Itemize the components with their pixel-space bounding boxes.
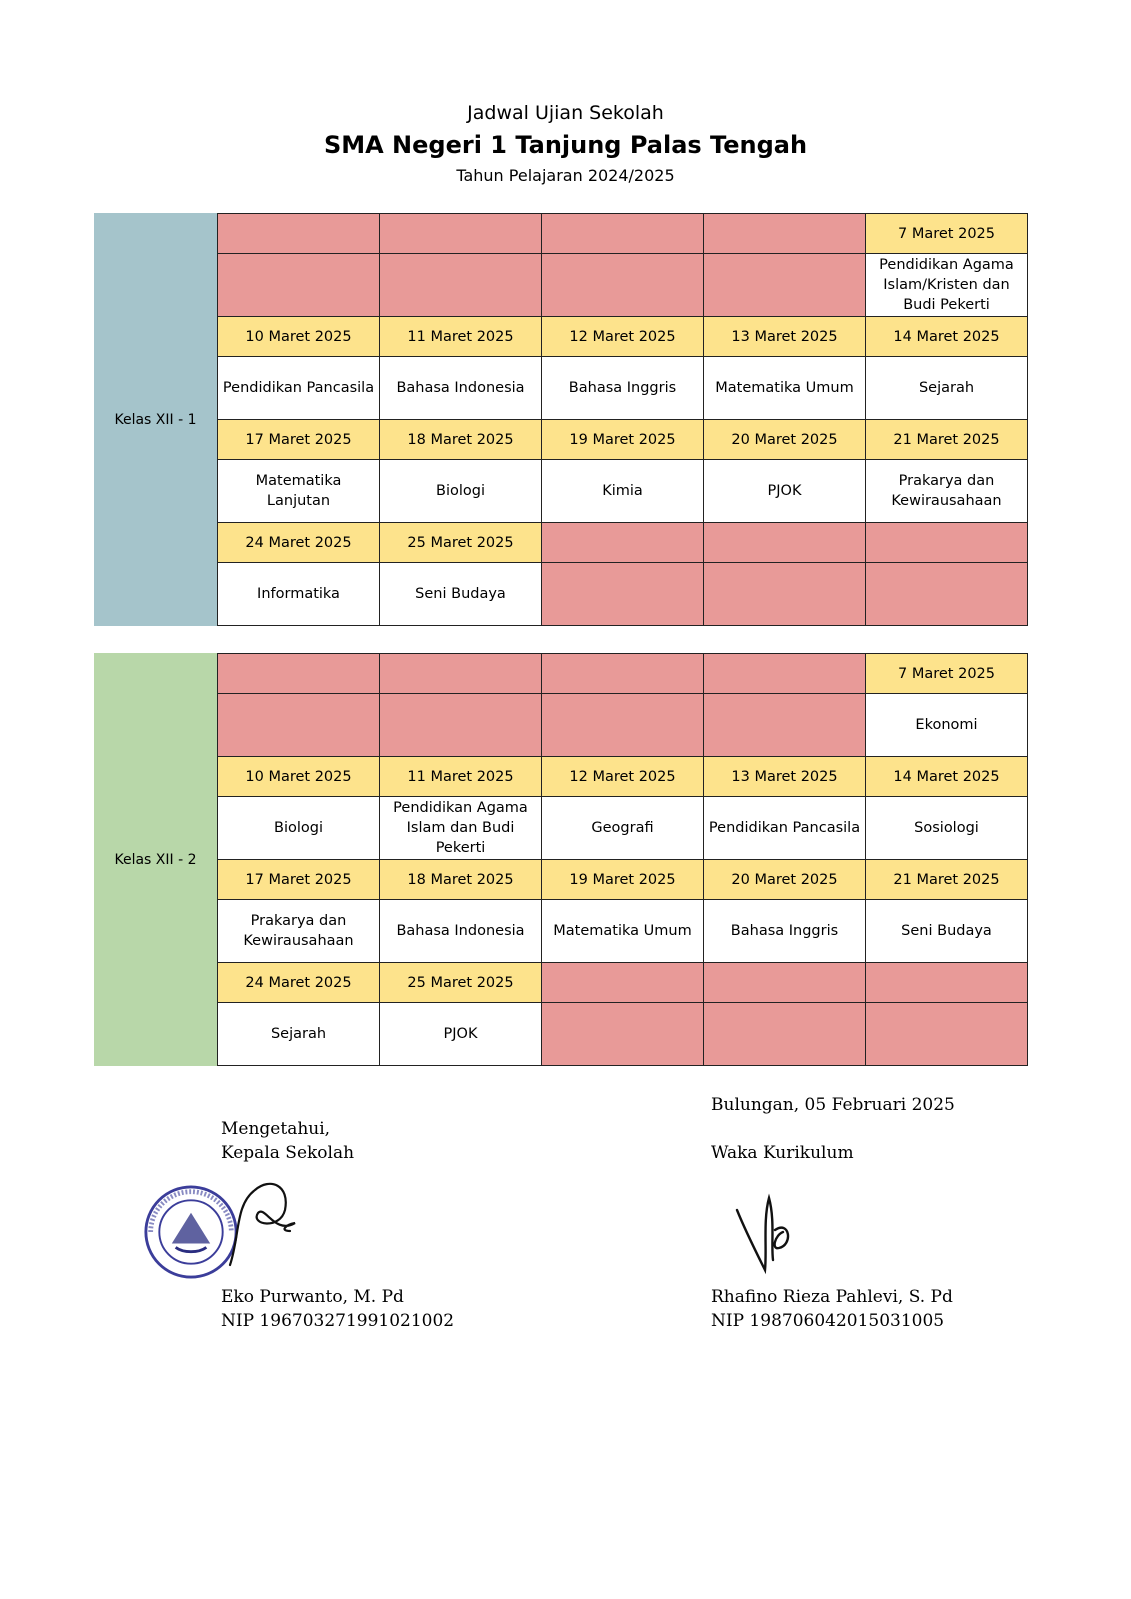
left-signer-nip: NIP 196703271991021002 <box>221 1311 455 1331</box>
date-row <box>218 317 1028 357</box>
exam-subject-cell: Seni Budaya <box>380 563 542 626</box>
exam-date-cell: 17 Maret 2025 <box>218 420 380 460</box>
subject-row <box>218 254 1028 317</box>
exam-date-cell: 19 Maret 2025 <box>542 420 704 460</box>
exam-date-cell: 7 Maret 2025 <box>866 654 1028 694</box>
date-row <box>218 420 1028 460</box>
exam-date-cell: 21 Maret 2025 <box>866 420 1028 460</box>
exam-subject-cell: Kimia <box>542 460 704 523</box>
exam-date-cell: 24 Maret 2025 <box>218 523 380 563</box>
empty-cell <box>218 654 380 694</box>
empty-cell <box>704 654 866 694</box>
exam-subject-cell: Matematika Umum <box>542 900 704 963</box>
exam-subject-cell: Ekonomi <box>866 694 1028 757</box>
right-signer-name: Rhafino Rieza Pahlevi, S. Pd <box>711 1287 953 1307</box>
exam-date-cell: 20 Maret 2025 <box>704 420 866 460</box>
date-row <box>218 654 1028 694</box>
exam-subject-cell: Seni Budaya <box>866 900 1028 963</box>
empty-cell <box>542 654 704 694</box>
date-row <box>218 963 1028 1003</box>
exam-date-cell: 12 Maret 2025 <box>542 757 704 797</box>
empty-cell <box>542 963 704 1003</box>
subject-row <box>218 357 1028 420</box>
schedule-table <box>217 213 1028 626</box>
empty-cell <box>542 254 704 317</box>
date-row <box>218 523 1028 563</box>
exam-subject-cell: Bahasa Indonesia <box>380 357 542 420</box>
empty-cell <box>704 694 866 757</box>
empty-cell <box>542 563 704 626</box>
exam-date-cell: 18 Maret 2025 <box>380 420 542 460</box>
exam-subject-cell: Prakarya dan Kewirausahaan <box>218 900 380 963</box>
schedule-block-xii-2 <box>94 653 1028 1066</box>
empty-cell <box>380 254 542 317</box>
exam-date-cell: 13 Maret 2025 <box>704 757 866 797</box>
exam-subject-cell: PJOK <box>704 460 866 523</box>
empty-cell <box>380 214 542 254</box>
exam-date-cell: 11 Maret 2025 <box>380 757 542 797</box>
exam-subject-cell: Pendidikan Pancasila <box>704 797 866 860</box>
class-label: Kelas XII - 2 <box>94 653 217 1066</box>
exam-subject-cell: Bahasa Inggris <box>704 900 866 963</box>
exam-subject-cell: Matematika Lanjutan <box>218 460 380 523</box>
empty-cell <box>704 563 866 626</box>
exam-date-cell: 17 Maret 2025 <box>218 860 380 900</box>
exam-date-cell: 18 Maret 2025 <box>380 860 542 900</box>
subject-row <box>218 900 1028 963</box>
subject-row <box>218 563 1028 626</box>
exam-subject-cell: Bahasa Inggris <box>542 357 704 420</box>
empty-cell <box>704 963 866 1003</box>
empty-cell <box>866 1003 1028 1066</box>
exam-date-cell: 12 Maret 2025 <box>542 317 704 357</box>
subject-row <box>218 797 1028 860</box>
schedule-block-xii-1 <box>94 213 1028 626</box>
empty-cell <box>704 1003 866 1066</box>
document-header <box>0 100 1131 188</box>
subject-row <box>218 694 1028 757</box>
exam-date-cell: 11 Maret 2025 <box>380 317 542 357</box>
academic-year: Tahun Pelajaran 2024/2025 <box>456 166 675 185</box>
empty-cell <box>866 523 1028 563</box>
exam-date-cell: 25 Maret 2025 <box>380 963 542 1003</box>
empty-cell <box>542 1003 704 1066</box>
right-signer-nip: NIP 198706042015031005 <box>711 1311 945 1331</box>
date-row <box>218 214 1028 254</box>
empty-cell <box>542 694 704 757</box>
exam-subject-cell: Pendidikan Pancasila <box>218 357 380 420</box>
exam-subject-cell: Bahasa Indonesia <box>380 900 542 963</box>
exam-subject-cell: Pendidikan Agama Islam dan Budi Pekerti <box>380 797 542 860</box>
exam-date-cell: 24 Maret 2025 <box>218 963 380 1003</box>
exam-subject-cell: Sosiologi <box>866 797 1028 860</box>
class-label: Kelas XII - 1 <box>94 213 217 626</box>
exam-date-cell: 21 Maret 2025 <box>866 860 1028 900</box>
empty-cell <box>866 563 1028 626</box>
acknowledged-label: Mengetahui, <box>221 1119 331 1139</box>
exam-date-cell: 20 Maret 2025 <box>704 860 866 900</box>
place-date: Bulungan, 05 Februari 2025 <box>711 1095 955 1115</box>
school-name: SMA Negeri 1 Tanjung Palas Tengah <box>323 131 808 159</box>
date-row <box>218 757 1028 797</box>
exam-date-cell: 7 Maret 2025 <box>866 214 1028 254</box>
empty-cell <box>218 214 380 254</box>
exam-date-cell: 14 Maret 2025 <box>866 317 1028 357</box>
left-signer-role: Kepala Sekolah <box>221 1143 355 1163</box>
exam-date-cell: 19 Maret 2025 <box>542 860 704 900</box>
left-signer-name: Eko Purwanto, M. Pd <box>221 1287 404 1307</box>
exam-subject-cell: Sejarah <box>218 1003 380 1066</box>
exam-subject-cell: Biologi <box>218 797 380 860</box>
exam-date-cell: 25 Maret 2025 <box>380 523 542 563</box>
exam-subject-cell: Pendidikan Agama Islam/Kristen dan Budi Pekerti <box>866 254 1028 317</box>
exam-subject-cell: PJOK <box>380 1003 542 1066</box>
exam-subject-cell: Sejarah <box>866 357 1028 420</box>
empty-cell <box>218 254 380 317</box>
exam-subject-cell: Informatika <box>218 563 380 626</box>
empty-cell <box>218 694 380 757</box>
subject-row <box>218 1003 1028 1066</box>
exam-subject-cell: Geografi <box>542 797 704 860</box>
exam-date-cell: 10 Maret 2025 <box>218 317 380 357</box>
subject-row <box>218 460 1028 523</box>
exam-subject-cell: Biologi <box>380 460 542 523</box>
document-subtitle: Jadwal Ujian Sekolah <box>467 102 664 124</box>
exam-date-cell: 13 Maret 2025 <box>704 317 866 357</box>
empty-cell <box>704 214 866 254</box>
date-row <box>218 860 1028 900</box>
left-signature-mark <box>210 1165 320 1275</box>
right-signer-role: Waka Kurikulum <box>711 1143 854 1163</box>
empty-cell <box>866 963 1028 1003</box>
schedule-table <box>217 653 1028 1066</box>
empty-cell <box>380 654 542 694</box>
empty-cell <box>704 523 866 563</box>
empty-cell <box>542 214 704 254</box>
empty-cell <box>704 254 866 317</box>
empty-cell <box>542 523 704 563</box>
exam-date-cell: 14 Maret 2025 <box>866 757 1028 797</box>
exam-date-cell: 10 Maret 2025 <box>218 757 380 797</box>
exam-subject-cell: Matematika Umum <box>704 357 866 420</box>
exam-subject-cell: Prakarya dan Kewirausahaan <box>866 460 1028 523</box>
right-signature-mark <box>735 1190 805 1275</box>
empty-cell <box>380 694 542 757</box>
